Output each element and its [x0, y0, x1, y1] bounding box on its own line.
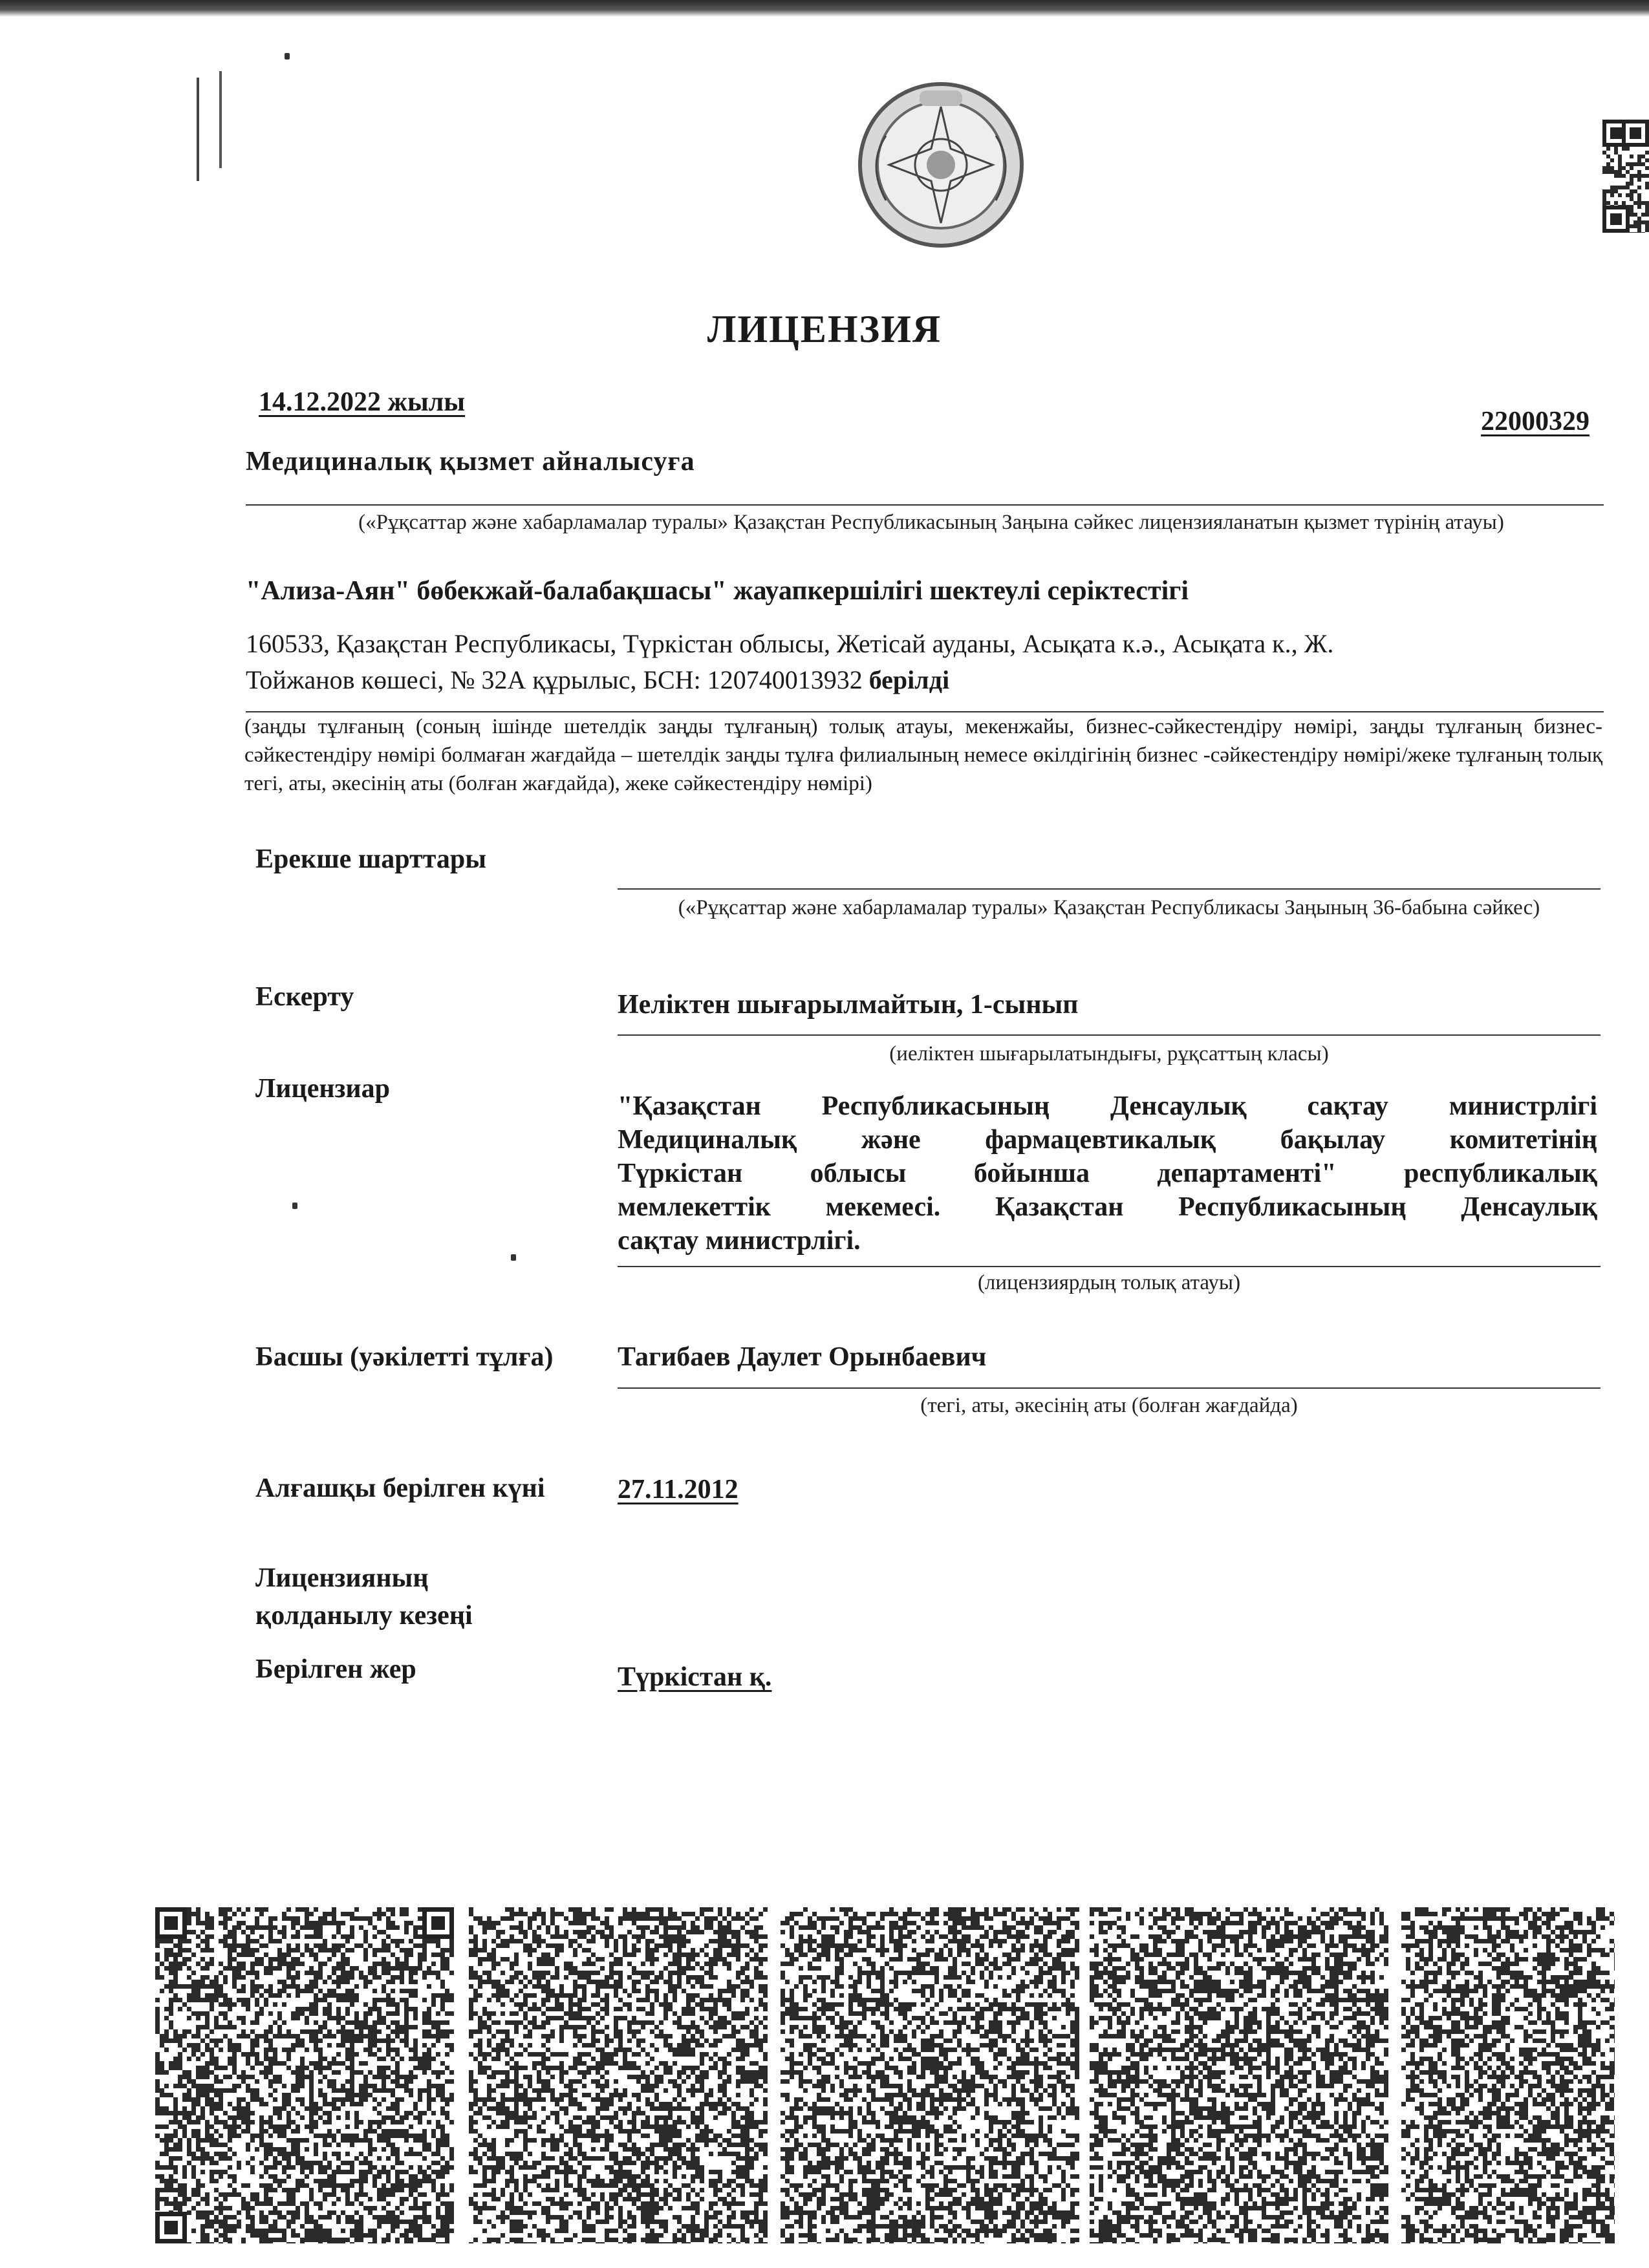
special-conditions-label: Ерекше шарттары [255, 844, 486, 874]
head-value: Тагибаев Даулет Орынбаевич [618, 1342, 987, 1372]
issued-word: берілді [868, 665, 950, 694]
licensee-address [246, 626, 1597, 698]
scan-speck [292, 1203, 297, 1209]
qr-code-icon [1602, 120, 1649, 233]
scan-speck [511, 1254, 516, 1261]
activity-caption: («Рұқсаттар және хабарламалар туралы» Қазақстан Республикасының Заңына сәйкес лицензияланатын қызмет түрінің атауы) [358, 511, 1504, 534]
special-conditions-caption: («Рұқсаттар және хабарламалар туралы» Қазақстан Республикасы Заңының 36-бабына сәйкес) [678, 896, 1540, 919]
validity-label-line1: Лицензияның [255, 1563, 429, 1593]
validity-label-line2: қолданылу кезеңі [255, 1601, 473, 1631]
licensor-line-3: Түркістан облысы бойынша департаменті" республикалық [618, 1159, 1597, 1188]
activity-type: Медициналық қызмет айналысуға [246, 447, 695, 476]
licensor-line-1: "Қазақстан Республикасының Денсаулық сақтау министрлігі [618, 1091, 1597, 1121]
licensor-line-2: Медициналық және фармацевтикалық бақылау комитетінің [618, 1125, 1597, 1155]
note-value: Иеліктен шығарылмайтын, 1-сынып [618, 990, 1079, 1020]
divider [618, 1266, 1600, 1267]
scan-top-border [0, 0, 1649, 17]
licensee-address-line2 [246, 662, 1597, 698]
state-emblem-icon [847, 78, 1035, 252]
license-number: 22000329 [1481, 407, 1590, 436]
licensor-label: Лицензиар [255, 1074, 390, 1104]
issue-date: 14.12.2022 жылы [259, 387, 466, 417]
licensee-address-line2-text: Тойжанов көшесі, № 32А құрылыс, БСН: 120740013932 [246, 665, 863, 694]
qr-code-icon [155, 1907, 454, 2243]
qr-code-icon [469, 1907, 768, 2243]
first-issue-label: Алғашқы берілген күні [255, 1473, 545, 1503]
divider [618, 1034, 1600, 1036]
licensee-address-line1: 160533, Қазақстан Республикасы, Түркістан облысы, Жетісай ауданы, Асықата к.ә., Асықата к., Ж. [246, 629, 1334, 658]
licensor-value [618, 1089, 1597, 1257]
divider [246, 504, 1604, 506]
licensor-caption: (лицензиярдың толық атауы) [977, 1271, 1241, 1294]
qr-code-icon [1401, 1907, 1615, 2243]
licensor-line-5: сақтау министрлігі. [618, 1226, 861, 1256]
document-title: ЛИЦЕНЗИЯ [707, 308, 942, 350]
licensee-name: "Ализа-Аян" бөбекжай-балабақшасы" жауапкершілігі шектеулі серіктестігі [246, 576, 1189, 606]
first-issue-value: 27.11.2012 [618, 1475, 738, 1504]
qr-code-icon [781, 1907, 1079, 2243]
licensor-line-4: мемлекеттік мекемесі. Қазақстан Республикасының Денсаулық [618, 1192, 1597, 1222]
licensee-caption: (заңды тұлғаның (соның ішінде шетелдік заңды тұлғаның) толық атауы, мекенжайы, бизнес-сәйкестендіру нөмірі, заңды тұлғаның бизнес-сәйкестендіру нөмірі болмаған жағдайда – шетелдік заңды тұлға филиалының немесе өкілдігінің бизнес -сәйкестендіру нөмірі/жеке тұлғаның толық тегі, аты, әкесінің аты (болған жағдайда), жеке сәйкестендіру нөмірі) [244, 715, 1602, 795]
qr-code-icon [1090, 1907, 1388, 2243]
scan-marks [191, 71, 230, 181]
note-caption: (иеліктен шығарылатындығы, рұқсаттың класы) [889, 1042, 1329, 1065]
place-value: Түркістан қ. [618, 1662, 772, 1692]
head-label: Басшы (уәкілетті тұлға) [255, 1342, 554, 1372]
note-label: Ескерту [255, 982, 354, 1012]
place-label: Берілген жер [255, 1654, 416, 1684]
divider [618, 888, 1600, 890]
divider [618, 1387, 1600, 1389]
head-caption: (тегі, аты, әкесінің аты (болған жағдайда) [920, 1394, 1298, 1417]
validity-label [255, 1559, 473, 1634]
scan-speck [285, 53, 290, 59]
